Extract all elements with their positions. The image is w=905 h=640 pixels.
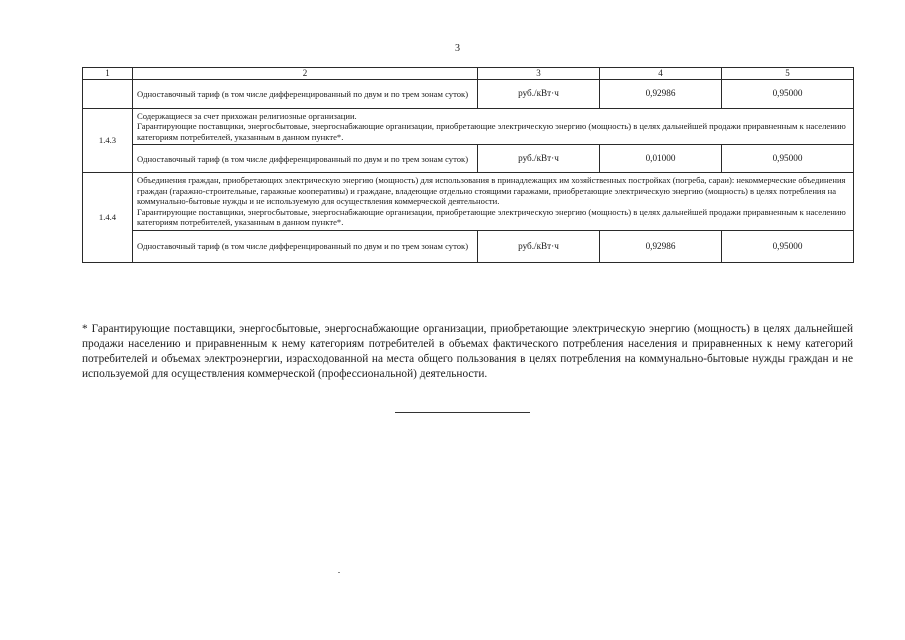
table-row	[83, 173, 854, 230]
value-cell: 0,95000	[722, 80, 854, 109]
value-cell: 0,95000	[722, 145, 854, 173]
table-row	[83, 109, 854, 145]
table-header-row	[83, 68, 854, 80]
value-cell: 0,92986	[600, 80, 722, 109]
footnote: * Гарантирующие поставщики, энергосбытовые, энергоснабжающие организации, приобретающие электрическую энергию (мощность) в целях дальнейшей продажи населению и приравненным к нему категориям потребителей в объемах фактического потребления населения и приравненных к нему категорий потребителей и объемах электроэнергии, израсходованной на места общего пользования в целях потребления на коммунально-бытовые нужды граждан и не используемой для осуществления коммерческой (профессиональной) деятельности.	[82, 323, 853, 380]
header-col-2: 2	[133, 68, 478, 80]
page-number: 3	[455, 43, 460, 54]
table-row	[83, 230, 854, 262]
table-row	[83, 80, 854, 109]
tariff-name-cell: Одноставочный тариф (в том числе дифференцированный по двум и по трем зонам суток)	[133, 80, 478, 109]
code-cell: 1.4.4	[83, 173, 133, 262]
code-cell	[83, 80, 133, 109]
description-text: Гарантирующие поставщики, энергосбытовые, энергоснабжающие организации, приобретающие электрическую энергию (мощность) в целях дальнейшей продажи приравненным к населению категориям потребителей, указанным в данном пункте*.	[137, 121, 846, 142]
tariff-name-cell: Одноставочный тариф (в том числе дифференцированный по двум и по трем зонам суток)	[133, 230, 478, 262]
description-text: Объединения граждан, приобретающих электрическую энергию (мощность) для использования в принадлежащих им хозяйственных постройках (погреба, сараи): некоммерческие объединения граждан (гаражно-строительные, гаражные кооперативы) и граждане, владеющие отдельно стоящими гаражами, приобретающие электрическую энергию (мощность) в целях потребления на коммунально-бытовые нужды и не используемую для осуществления коммерческой деятельности.	[137, 175, 846, 207]
table-row	[83, 145, 854, 173]
unit-cell: руб./кВт·ч	[478, 145, 600, 173]
value-cell: 0,92986	[600, 230, 722, 262]
unit-cell: руб./кВт·ч	[478, 230, 600, 262]
description-cell	[133, 173, 854, 230]
description-cell	[133, 109, 854, 145]
description-text: Гарантирующие поставщики, энергосбытовые, энергоснабжающие организации, приобретающие электрическую энергию (мощность) в целях дальнейшей продажи приравненным к населению категориям потребителей, указанным в данном пункте*.	[137, 206, 846, 228]
description-text: Содержащиеся за счет прихожан религиозные организации.	[137, 111, 357, 121]
divider-line	[395, 412, 530, 413]
header-col-4: 4	[600, 68, 722, 80]
tariff-name-cell: Одноставочный тариф (в том числе дифференцированный по двум и по трем зонам суток)	[133, 145, 478, 173]
header-col-5: 5	[722, 68, 854, 80]
header-col-3: 3	[478, 68, 600, 80]
value-cell: 0,95000	[722, 230, 854, 262]
code-cell: 1.4.3	[83, 109, 133, 173]
header-col-1: 1	[83, 68, 133, 80]
value-cell: 0,01000	[600, 145, 722, 173]
tariff-table	[82, 67, 854, 263]
unit-cell: руб./кВт·ч	[478, 80, 600, 109]
scan-speck	[338, 572, 340, 573]
